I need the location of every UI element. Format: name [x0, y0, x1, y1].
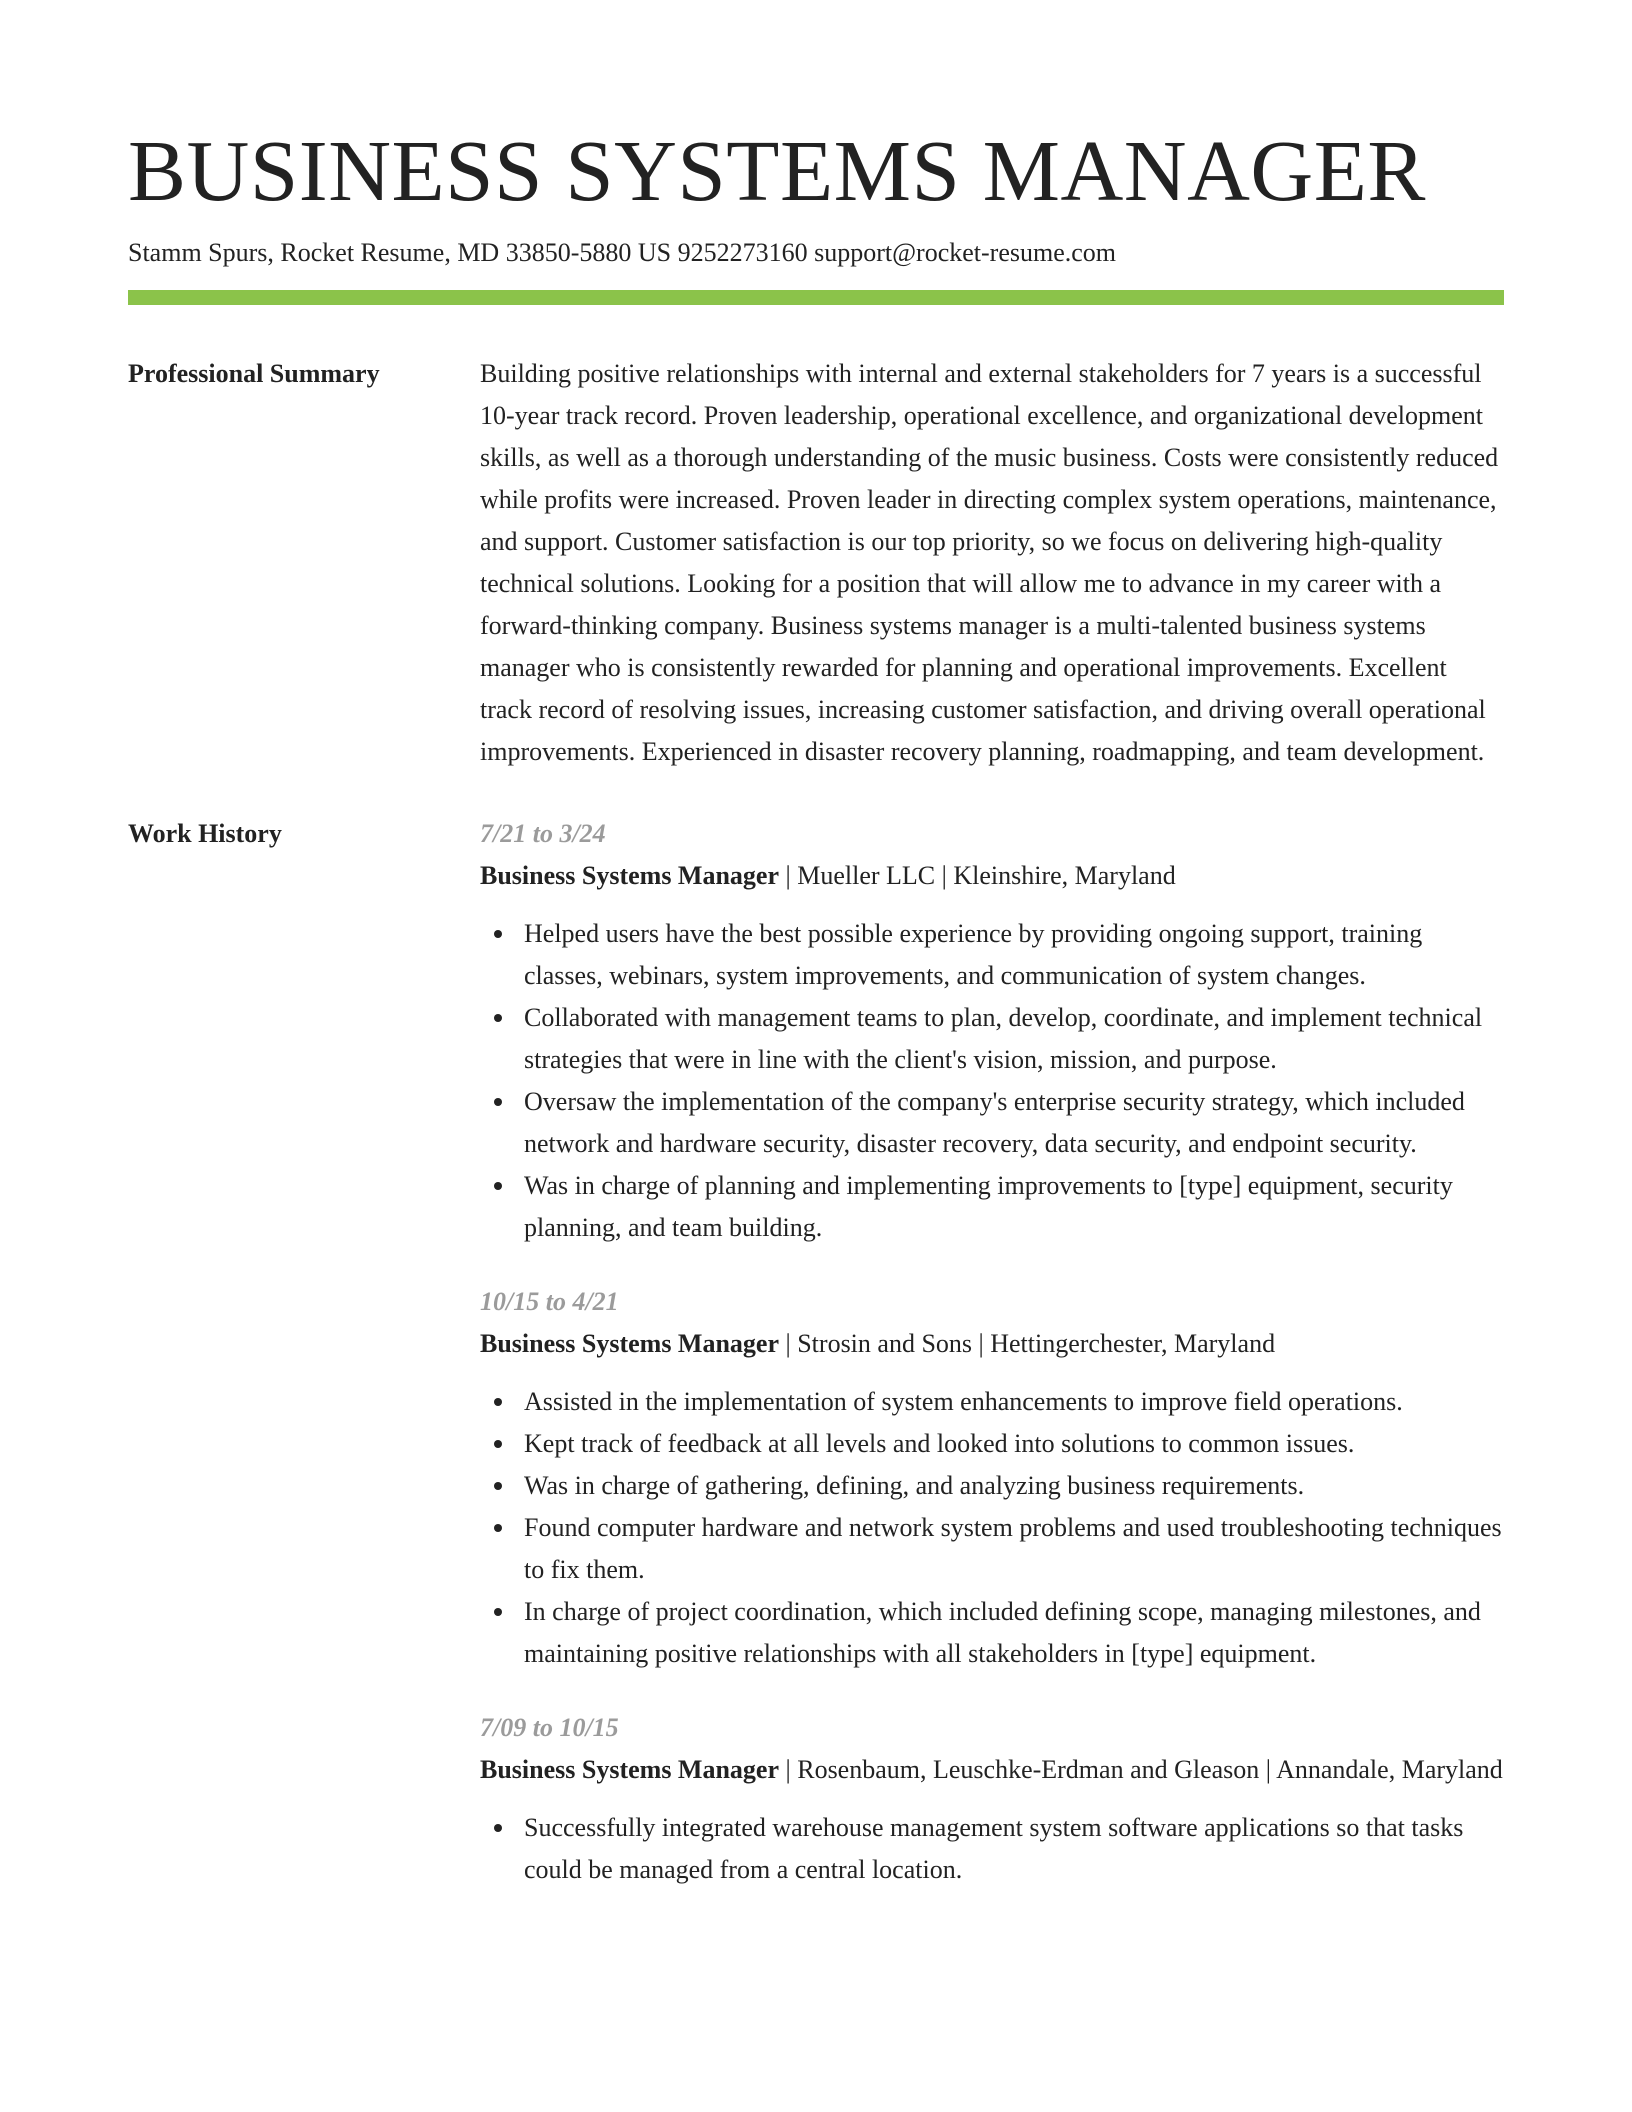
job-title: Business Systems Manager	[480, 1329, 780, 1358]
job-bullet	[480, 1165, 1504, 1249]
job-bullet-list	[480, 1381, 1504, 1675]
accent-divider	[128, 290, 1504, 305]
job-employer-location: | Rosenbaum, Leuschke-Erdman and Gleason | Annandale, Maryland	[779, 1755, 1503, 1784]
job-bullet-text: Successfully integrated warehouse management system software applications so that tasks could be managed from a central location.	[524, 1813, 1464, 1884]
summary-section	[128, 353, 1504, 773]
job-bullet	[480, 913, 1504, 997]
job-bullet-text: Found computer hardware and network system problems and used troubleshooting techniques to fix them.	[524, 1513, 1502, 1584]
job-bullet	[480, 1807, 1504, 1891]
job-title: Business Systems Manager	[480, 1755, 780, 1784]
job-bullet-text: Kept track of feedback at all levels and looked into solutions to common issues.	[524, 1429, 1355, 1458]
job-bullet-list	[480, 913, 1504, 1249]
bullet-dot-icon	[494, 1608, 502, 1616]
work-history-section-label: Work History	[128, 819, 282, 848]
bullet-dot-icon	[494, 1182, 502, 1190]
bullet-dot-icon	[494, 1398, 502, 1406]
job-title-line	[480, 855, 1504, 897]
job-title: Business Systems Manager	[480, 861, 780, 890]
work-history-section-body	[480, 813, 1504, 1923]
resume-name-heading: BUSINESS SYSTEMS MANAGER	[128, 122, 1426, 219]
job-bullet-text: Helped users have the best possible experience by providing ongoing support, training classes, webinars, system improvements, and communication of system changes.	[524, 919, 1423, 990]
job-bullet	[480, 997, 1504, 1081]
bullet-dot-icon	[494, 1824, 502, 1832]
job-bullet	[480, 1423, 1504, 1465]
resume-page	[128, 0, 1504, 1923]
job-bullet-text: Collaborated with management teams to plan, develop, coordinate, and implement technical strategies that were in line with the client's vision, mission, and purpose.	[524, 1003, 1483, 1074]
job-bullet-text: Oversaw the implementation of the company's enterprise security strategy, which included network and hardware security, disaster recovery, data security, and endpoint security.	[524, 1087, 1465, 1158]
job-dates: 7/09 to 10/15	[480, 1713, 619, 1742]
job-employer-location: | Mueller LLC | Kleinshire, Maryland	[779, 861, 1176, 890]
summary-section-label: Professional Summary	[128, 359, 380, 388]
job-bullet-text: Was in charge of planning and implementing improvements to [type] equipment, security planning, and team building.	[524, 1171, 1453, 1242]
job-employer-location: | Strosin and Sons | Hettingerchester, Maryland	[779, 1329, 1276, 1358]
work-history-section	[128, 813, 1504, 1923]
job-bullet	[480, 1507, 1504, 1591]
bullet-dot-icon	[494, 930, 502, 938]
job-bullet-text: Assisted in the implementation of system enhancements to improve field operations.	[524, 1387, 1403, 1416]
summary-section-body	[480, 353, 1504, 773]
job-entry	[480, 813, 1504, 1249]
job-bullet	[480, 1381, 1504, 1423]
job-bullet	[480, 1465, 1504, 1507]
bullet-dot-icon	[494, 1440, 502, 1448]
job-bullet-text: In charge of project coordination, which included defining scope, managing milestones, and maintaining positive relationships with all stakeholders in [type] equipment.	[524, 1597, 1481, 1668]
job-entry	[480, 1281, 1504, 1675]
job-bullet-text: Was in charge of gathering, defining, and analyzing business requirements.	[524, 1471, 1305, 1500]
contact-line: Stamm Spurs, Rocket Resume, MD 33850-5880 US 9252273160 support@rocket-resume.com	[128, 238, 1117, 267]
job-bullet	[480, 1081, 1504, 1165]
job-title-line	[480, 1323, 1504, 1365]
job-dates: 10/15 to 4/21	[480, 1287, 619, 1316]
job-entry	[480, 1707, 1504, 1891]
bullet-dot-icon	[494, 1098, 502, 1106]
summary-text: Building positive relationships with internal and external stakeholders for 7 years is a successful 10-year track record. Proven leadership, operational excellence, and organizational development skills, as well as a thorough understanding of the music business. Costs were consistently reduced while profits were increased. Proven leader in directing complex system operations, maintenance, and support. Customer satisfaction is our top priority, so we focus on delivering high-quality technical solutions. Looking for a position that will allow me to advance in my career with a forward-thinking company. Business systems manager is a multi-talented business systems manager who is consistently rewarded for planning and operational improvements. Excellent track record of resolving issues, increasing customer satisfaction, and driving overall operational improvements. Experienced in disaster recovery planning, roadmapping, and team development.	[480, 359, 1499, 766]
job-dates: 7/21 to 3/24	[480, 819, 606, 848]
job-bullet	[480, 1591, 1504, 1675]
bullet-dot-icon	[494, 1524, 502, 1532]
bullet-dot-icon	[494, 1482, 502, 1490]
job-title-line	[480, 1749, 1504, 1791]
job-bullet-list	[480, 1807, 1504, 1891]
bullet-dot-icon	[494, 1014, 502, 1022]
